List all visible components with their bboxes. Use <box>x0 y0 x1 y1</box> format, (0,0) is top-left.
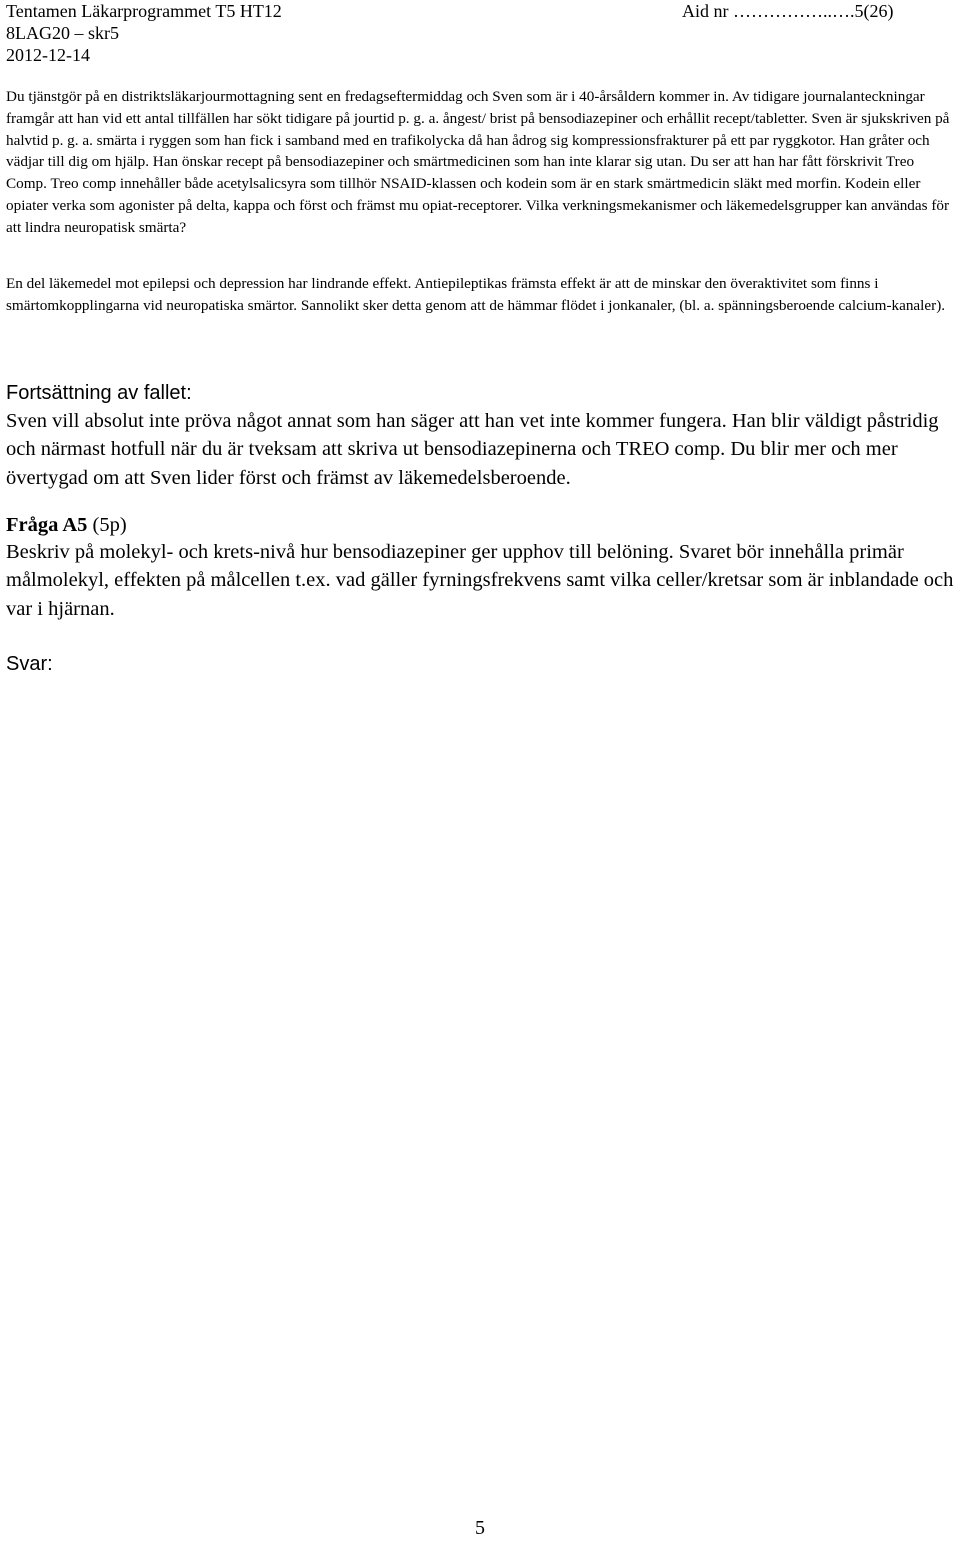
page-header <box>6 0 956 66</box>
aid-number: Aid nr ……………..….5(26) <box>682 1 894 21</box>
case-intro: Du tjänstgör på en distriktsläkarjourmottagning sent en fredagseftermiddag och Sven som är i 40-årsåldern kommer in. Av tidigare journalanteckningar framgår att han vid ett antal tillfällen har sökt tidigare på jourtid p. g. a. ångest/ brist på bensodiazepiner och erhållit recept/tabletter. Sven är sjukskriven på halvtid p. g. a. smärta i ryggen som han fick i samband med en trafikolycka då han ådrog sig kompressionsfrakturer på ett par ryggkotor. Han gråter och vädjar till dig om hjälp. Han önskar recept på bensodiazepiner och smärtmedicinen som han inte klarar sig utan. Du ser att han har fått förskrivit Treo Comp. Treo comp innehåller både acetylsalicsyra som tillhör NSAID-klassen och kodein som är en stark smärtmedicin släkt med morfin. Kodein eller opiater verka som agonister på delta, kappa och först och främst mu opiat-receptorer. Vilka verkningsmekanismer och läkemedelsgrupper kan användas för att lindra neuropatisk smärta? <box>6 88 950 236</box>
continuation-text: Sven vill absolut inte pröva något annat som han säger att han vet inte kommer fungera. Han blir väldigt påstridig och närmast hotfull när du är tveksam att skriva ut bensodiazepinerna och TREO comp. Du blir mer och mer övertygad om att Sven lider först och främst av läkemedelsberoende. <box>6 410 939 489</box>
question-heading <box>6 511 127 539</box>
exam-date: 2012-12-14 <box>6 45 90 65</box>
question-text: Beskriv på molekyl- och krets-nivå hur bensodiazepiner ger upphov till belöning. Svaret bör innehålla primär målmolekyl, effekten på målcellen t.ex. vad gäller fyrningsfrekvens samt vilka celler/kretsar som är inblandade och var i hjärnan. <box>6 541 954 620</box>
page-number: 5 <box>475 1517 485 1539</box>
case-answer-note: En del läkemedel mot epilepsi och depression har lindrande effekt. Antiepileptikas främsta effekt är att de minskar den överaktivitet som finns i smärtomkopplingarna vid neuropatiska smärtor. Sannolikt sker detta genom att de hämmar flödet i jonkanaler, (bl. a. spänningsberoende calcium-kanaler). <box>6 275 946 314</box>
course-code: 8LAG20 – skr5 <box>6 23 119 43</box>
question-points: (5p) <box>92 514 127 536</box>
course-title: Tentamen Läkarprogrammet T5 HT12 <box>6 1 282 21</box>
question-title: Fråga A5 <box>6 514 88 536</box>
answer-label: Svar: <box>6 653 53 675</box>
header-line-1 <box>6 0 956 22</box>
continuation-heading: Fortsättning av fallet: <box>6 382 192 404</box>
